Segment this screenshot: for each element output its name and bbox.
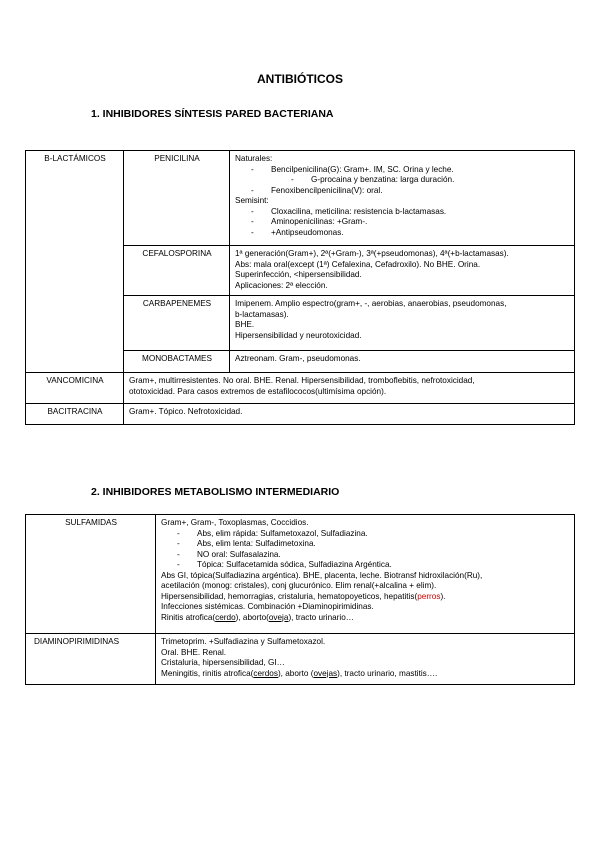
text-line: 1ª generación(Gram+), 2ª(+Gram-), 3ª(+pseudomonas), 4ª(+b-lactamasas). [235,249,509,258]
list-item: - Abs, elim lenta: Sulfadimetoxina. [177,539,316,548]
text-line: Oral. BHE. Renal. [161,647,227,657]
cell-vancomicina: VANCOMICINA [26,373,124,404]
text-line: Cristaluria, hipersensibilidad, GI… [161,658,285,667]
cell-monobactames-content [230,351,575,373]
text-line: Gram+, Gram-, Toxoplasmas, Coccidios. [161,518,309,527]
list-item: - Fenoxibencilpenicilina(V): oral. [251,185,383,195]
cell-sulfamidas: SULFAMIDAS [26,515,156,634]
cell-b-lactamicos: B-LACTÁMICOS [26,151,124,373]
cell-penicilina-content [230,151,575,246]
list-item: - G-procaina y benzatina: larga duración. [291,175,455,184]
text-line: Trimetoprim. +Sulfadiazina y Sulfametoxazol. [161,637,326,646]
cell-diaminopirimidinas: DIAMINOPIRIMIDINAS [26,634,156,685]
text-line: ototoxicidad. Para casos extremos de estafilococos(ultimísima opción). [129,386,387,396]
text-line: Gram+, multirresistentes. No oral. BHE. Renal. Hipersensibilidad, tromboflebitis, nefrotoxicidad, [129,376,475,385]
text-line: Superinfección, <hipersensibilidad. [235,270,362,279]
text-line: Gram+. Tópico. Nefrotoxicidad. [129,407,243,416]
cell-penicilina: PENICILINA [124,151,230,246]
cell-sulfamidas-content [156,515,575,634]
penicilina-naturales: Naturales: [235,154,273,163]
cell-carbapenemes-content [230,296,575,351]
text-line: Hipersensibilidad, hemorragias, cristaluria, hematopoyeticos, hepatitis(perros). [161,591,446,601]
text-line: Imipenem. Amplio espectro(gram+, -, aerobias, anaerobias, pseudomonas, [235,299,507,308]
cell-carbapenemes: CARBAPENEMES [124,296,230,351]
list-item: - Abs, elim rápida: Sulfametoxazol, Sulfadiazina. [177,528,368,538]
text-line: Meningitis, rinitis atrofica(cerdos), aborto (ovejas), tracto urinario, mastitis…. [161,668,438,678]
cell-vancomicina-content [124,373,575,404]
list-item: - Tópica: Sulfacetamida sódica, Sulfadiazina Argéntica. [177,560,392,569]
cell-bacitracina-content [124,404,575,425]
underlined-cerdos: cerdos [253,668,278,678]
cell-diaminopirimidinas-content [156,634,575,685]
underlined-oveja: oveja [268,612,289,622]
text-line: b-lactamasas). [235,309,289,319]
table-metabolismo-intermediario [25,514,575,685]
text-line: Abs: mala oral(except (1ª) Cefalexina, Cefadroxilo). No BHE. Orina. [235,259,481,269]
list-item: - NO oral: Sulfasalazina. [177,549,281,559]
underlined-ovejas: ovejas [313,668,338,678]
text-line: Aplicaciones: 2ª elección. [235,280,328,290]
text-line: Abs GI, tópica(Sulfadiazina argéntica). BHE, placenta, leche. Biotransf hidroxilación(Ru), [161,570,483,580]
highlight-perros: perros [417,591,441,601]
list-item: - Cloxacilina, meticilina: resistencia b-lactamasas. [251,206,447,216]
text-line: Hipersensibilidad y neurotoxicidad. [235,330,362,340]
text-line: Rinitis atrofica(cerdo), aborto(oveja), tracto urinario… [161,612,354,622]
penicilina-semisint: Semisint: [235,196,269,205]
text-line: BHE. [235,320,255,329]
document-title: ANTIBIÓTICOS [257,72,343,86]
list-item: - Bencilpenicilina(G): Gram+. IM, SC. Orina y leche. [251,164,454,174]
cell-cefalosporina-content [230,246,575,296]
cell-bacitracina: BACITRACINA [26,404,124,425]
underlined-cerdo: cerdo [215,612,236,622]
cell-cefalosporina: CEFALOSPORINA [124,246,230,296]
section-2-heading: 2. INHIBIDORES METABOLISMO INTERMEDIARIO [91,486,340,498]
text-line: Infecciones sistémicas. Combinación +Diaminopirimidinas. [161,602,374,611]
text-line: Aztreonam. Gram-, pseudomonas. [235,354,361,363]
section-1-heading: 1. INHIBIDORES SÍNTESIS PARED BACTERIANA [91,108,334,120]
table-pared-bacteriana [25,150,575,425]
cell-monobactames: MONOBACTAMES [124,351,230,373]
text-line: acetilación (monog: cristales), conj glucurónico. Elim renal(+alcalina + elim). [161,581,437,590]
list-item: - +Antipseudomonas. [251,227,344,237]
list-item: - Aminopenicilinas: +Gram-. [251,217,368,226]
